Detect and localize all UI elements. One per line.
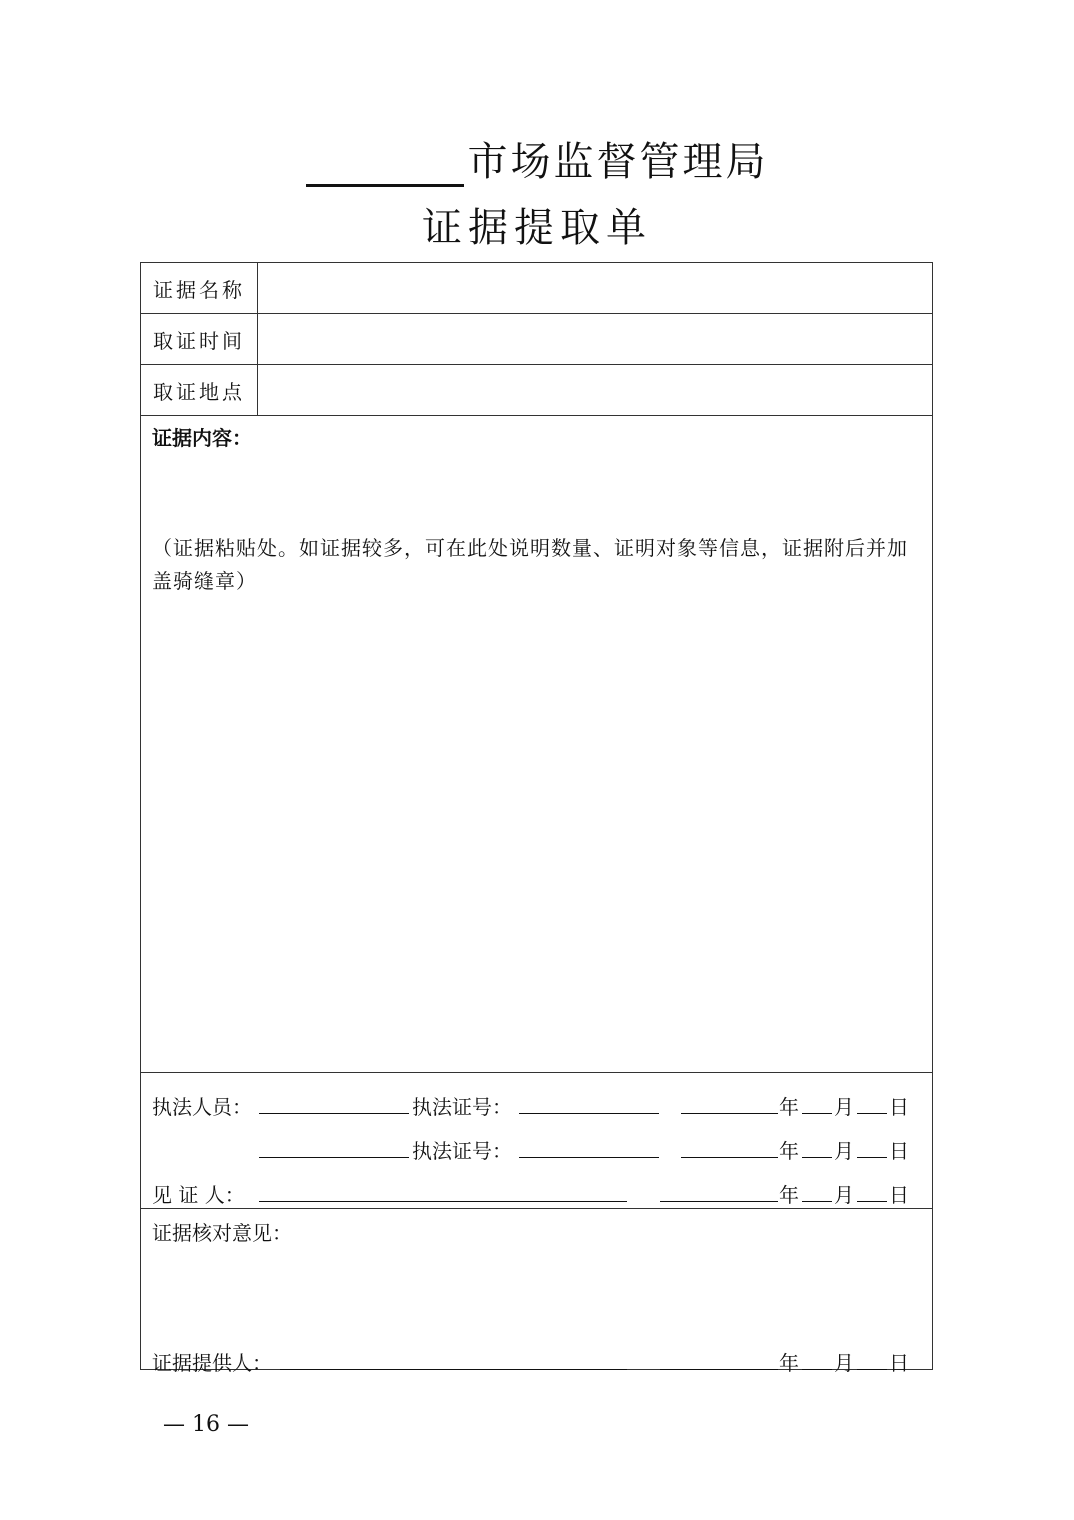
officer-1-month-line[interactable] [802, 1113, 832, 1114]
field-row-evidence-name [141, 263, 932, 314]
provider-signature-line[interactable] [280, 1369, 627, 1370]
provider-year-line[interactable] [660, 1369, 778, 1370]
provider-label: 证据提供人： [152, 1351, 272, 1375]
officer-2-year-line[interactable] [681, 1157, 778, 1158]
evidence-content-note: （证据粘贴处。如证据较多，可在此处说明数量、证明对象等信息，证据附后并加盖骑缝章） [152, 536, 908, 593]
field-label: 取证地点 [141, 365, 258, 415]
agency-title-suffix: 市场监督管理局 [467, 139, 769, 185]
officer-2-cert-line[interactable] [519, 1157, 659, 1158]
month-label: 月 [834, 1095, 854, 1119]
officers-section [141, 1073, 932, 1209]
year-label: 年 [779, 1095, 799, 1119]
verification-section[interactable] [141, 1209, 932, 1375]
form-title: 证据提取单 [422, 205, 652, 251]
field-row-collection-place [141, 365, 932, 416]
field-label: 证据名称 [141, 263, 258, 313]
evidence-content-section[interactable] [141, 416, 932, 1073]
verification-label: 证据核对意见： [152, 1221, 292, 1245]
provider-day-line[interactable] [857, 1369, 887, 1370]
agency-name-blank[interactable] [306, 140, 464, 187]
year-label: 年 [779, 1351, 799, 1375]
officer-1-year-line[interactable] [681, 1113, 778, 1114]
day-label: 日 [889, 1139, 909, 1163]
officer-1-cert-line[interactable] [519, 1113, 659, 1114]
month-label: 月 [834, 1139, 854, 1163]
cert-label: 执法证号： [412, 1095, 512, 1119]
cert-label: 执法证号： [412, 1139, 512, 1163]
witness-day-line[interactable] [857, 1201, 887, 1202]
evidence-form [140, 262, 933, 1375]
year-label: 年 [779, 1183, 799, 1207]
day-label: 日 [889, 1183, 909, 1207]
day-label: 日 [889, 1351, 909, 1375]
evidence-name-field[interactable] [258, 263, 932, 313]
field-row-collection-time [141, 314, 932, 365]
officer-1-day-line[interactable] [857, 1113, 887, 1114]
officer-2-month-line[interactable] [802, 1157, 832, 1158]
provider-month-line[interactable] [802, 1369, 832, 1370]
month-label: 月 [834, 1183, 854, 1207]
month-label: 月 [834, 1351, 854, 1375]
page-number: — 16 — [163, 1412, 249, 1437]
collection-time-field[interactable] [258, 314, 932, 364]
year-label: 年 [779, 1139, 799, 1163]
officer-1-signature-line[interactable] [259, 1113, 409, 1114]
witness-year-line[interactable] [660, 1201, 778, 1202]
field-label: 取证时间 [141, 314, 258, 364]
day-label: 日 [889, 1095, 909, 1119]
evidence-content-label: 证据内容： [152, 426, 252, 450]
witness-label: 见 证 人： [152, 1183, 245, 1207]
officer-label: 执法人员： [152, 1095, 252, 1119]
agency-title [0, 130, 1074, 187]
officer-2-day-line[interactable] [857, 1157, 887, 1158]
officer-2-signature-line[interactable] [259, 1157, 409, 1158]
witness-month-line[interactable] [802, 1201, 832, 1202]
collection-place-field[interactable] [258, 365, 932, 415]
witness-signature-line[interactable] [259, 1201, 627, 1202]
